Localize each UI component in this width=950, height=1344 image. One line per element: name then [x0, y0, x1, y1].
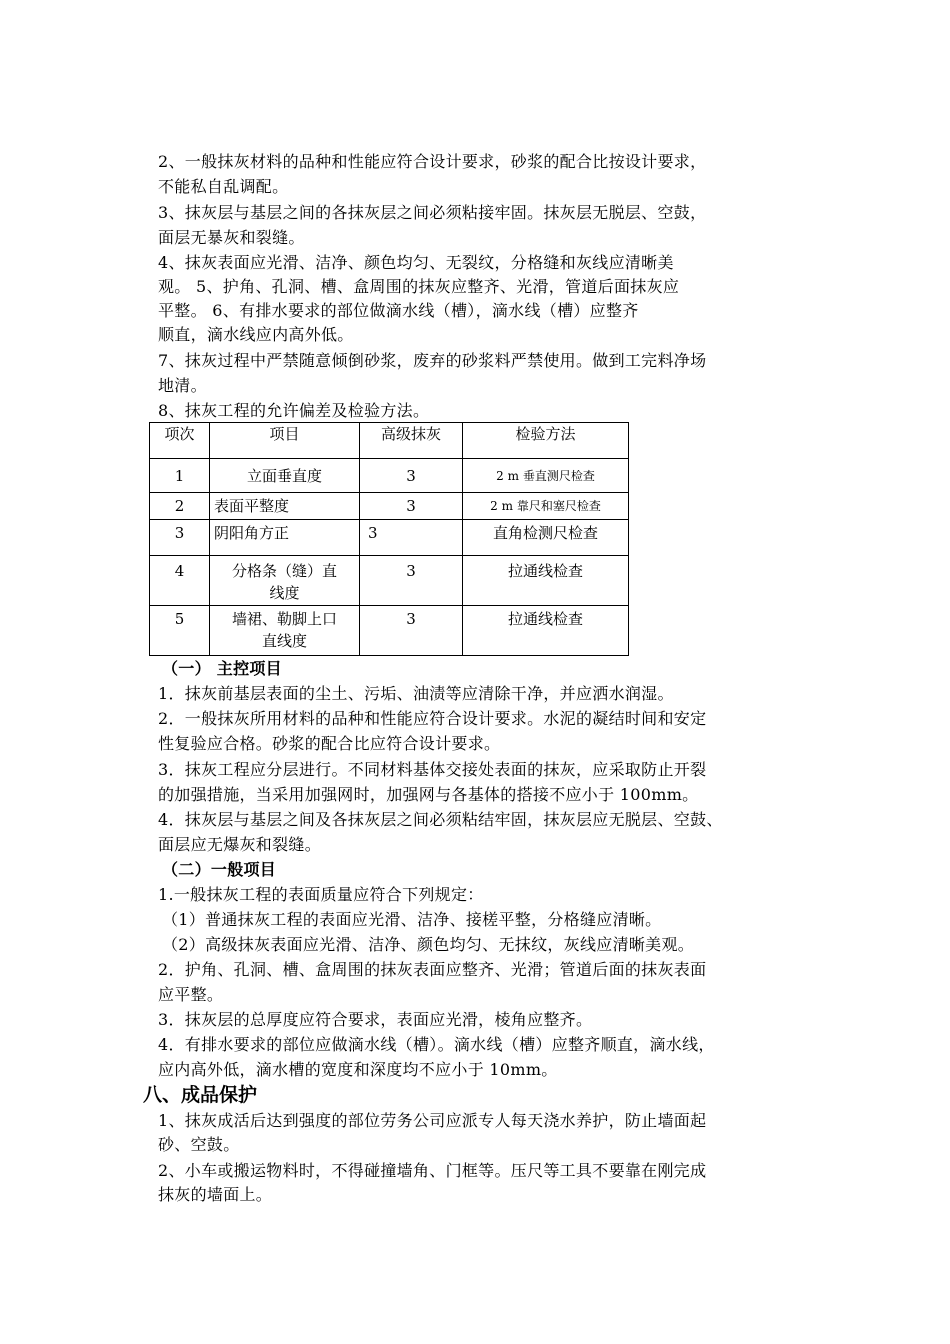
main-control-line: 2．一般抹灰所用材料的品种和性能应符合设计要求。水泥的凝结时间和安定	[158, 709, 707, 728]
row-value: 3	[360, 520, 463, 556]
row-value: 3	[360, 606, 463, 656]
general-item-line: 4．有排水要求的部位应做滴水线（槽）。滴水线（槽）应整齐顺直，滴水线，	[158, 1035, 715, 1054]
intro-line: 观。 5、护角、孔洞、槽、盒周围的抹灰应整齐、光滑，管道后面抹灰应	[158, 277, 680, 296]
header-cell: 高级抹灰	[360, 423, 463, 459]
row-item: 立面垂直度	[210, 459, 360, 493]
general-item-line: （1）普通抹灰工程的表面应光滑、洁净、接槎平整，分格缝应清晰。	[162, 910, 662, 929]
row-item: 阴阳角方正	[210, 520, 360, 556]
table-row	[150, 493, 629, 520]
header-cell: 项目	[210, 423, 360, 459]
row-number: 4	[150, 556, 210, 606]
table-row	[150, 520, 629, 556]
intro-line: 平整。 6、有排水要求的部位做滴水线（槽），滴水线（槽）应整齐	[158, 301, 639, 320]
general-item-line: （2）高级抹灰表面应光滑、洁净、颜色均匀、无抹纹，灰线应清晰美观。	[162, 935, 695, 954]
intro-line: 3、抹灰层与基层之间的各抹灰层之间必须粘接牢固。抹灰层无脱层、空鼓，	[158, 203, 707, 222]
general-item-line: 3．抹灰层的总厚度应符合要求，表面应光滑，棱角应整齐。	[158, 1010, 593, 1029]
section-eight-line: 1、抹灰成活后达到强度的部位劳务公司应派专人每天浇水养护，防止墙面起	[158, 1111, 707, 1130]
row-method: 拉通线检查	[463, 606, 629, 656]
header-cell: 检验方法	[463, 423, 629, 459]
main-control-line: 4．抹灰层与基层之间及各抹灰层之间必须粘结牢固，抹灰层应无脱层、空鼓、	[158, 810, 723, 829]
row-method: 拉通线检查	[463, 556, 629, 606]
table-header-row	[150, 423, 629, 459]
main-control-title: （一） 主控项目	[162, 659, 282, 678]
intro-line: 面层无暴灰和裂缝。	[158, 228, 305, 247]
row-number: 1	[150, 459, 210, 493]
main-control-line: 3．抹灰工程应分层进行。不同材料基体交接处表面的抹灰，应采取防止开裂	[158, 760, 707, 779]
table-row	[150, 556, 629, 606]
intro-line: 4、抹灰表面应光滑、洁净、颜色均匀、无裂纹，分格缝和灰线应清晰美	[158, 253, 674, 272]
row-number: 5	[150, 606, 210, 656]
section-heading: 八、成品保护	[143, 1084, 258, 1106]
section-eight-line: 砂、空鼓。	[158, 1135, 240, 1154]
row-value: 3	[360, 493, 463, 520]
table-row	[150, 606, 629, 656]
row-value: 3	[360, 556, 463, 606]
section-eight-line: 2、小车或搬运物料时，不得碰撞墙角、门框等。压尺等工具不要靠在刚完成	[158, 1161, 707, 1180]
table-row	[150, 459, 629, 493]
row-item: 表面平整度	[210, 493, 360, 520]
main-control-line: 的加强措施，当采用加强网时，加强网与各基体的搭接不应小于 100mm。	[158, 785, 699, 804]
header-cell: 项次	[150, 423, 210, 459]
main-control-line: 性复验应合格。砂浆的配合比应符合设计要求。	[158, 734, 501, 753]
general-items-title: （二）一般项目	[162, 860, 277, 879]
row-method: 2 m 靠尺和塞尺检查	[463, 493, 629, 520]
row-item: 分格条（缝）直线度	[210, 556, 360, 606]
intro-line: 7、抹灰过程中严禁随意倾倒砂浆，废弃的砂浆料严禁使用。做到工完料净场	[158, 351, 707, 370]
intro-line: 地清。	[158, 376, 207, 395]
intro-line: 顺直，滴水线应内高外低。	[158, 325, 354, 344]
intro-line: 2、一般抹灰材料的品种和性能应符合设计要求，砂浆的配合比按设计要求，	[158, 152, 707, 171]
general-item-line: 1.一般抹灰工程的表面质量应符合下列规定：	[158, 885, 484, 904]
row-number: 2	[150, 493, 210, 520]
main-control-line: 面层应无爆灰和裂缝。	[158, 835, 322, 854]
row-item: 墙裙、勒脚上口直线度	[210, 606, 360, 656]
row-number: 3	[150, 520, 210, 556]
row-value: 3	[360, 459, 463, 493]
section-eight-line: 抹灰的墙面上。	[158, 1185, 273, 1204]
tolerance-table	[149, 422, 629, 656]
general-item-line: 应内高外低，滴水槽的宽度和深度均不应小于 10mm。	[158, 1060, 558, 1079]
general-item-line: 应平整。	[158, 985, 224, 1004]
general-item-line: 2．护角、孔洞、槽、盒周围的抹灰表面应整齐、光滑；管道后面的抹灰表面	[158, 960, 707, 979]
main-control-line: 1．抹灰前基层表面的尘土、污垢、油渍等应清除干净，并应洒水润湿。	[158, 684, 674, 703]
row-method: 2 m 垂直测尺检查	[463, 459, 629, 493]
row-method: 直角检测尺检查	[463, 520, 629, 556]
intro-line: 8、抹灰工程的允许偏差及检验方法。	[158, 401, 430, 420]
intro-line: 不能私自乱调配。	[158, 177, 289, 196]
